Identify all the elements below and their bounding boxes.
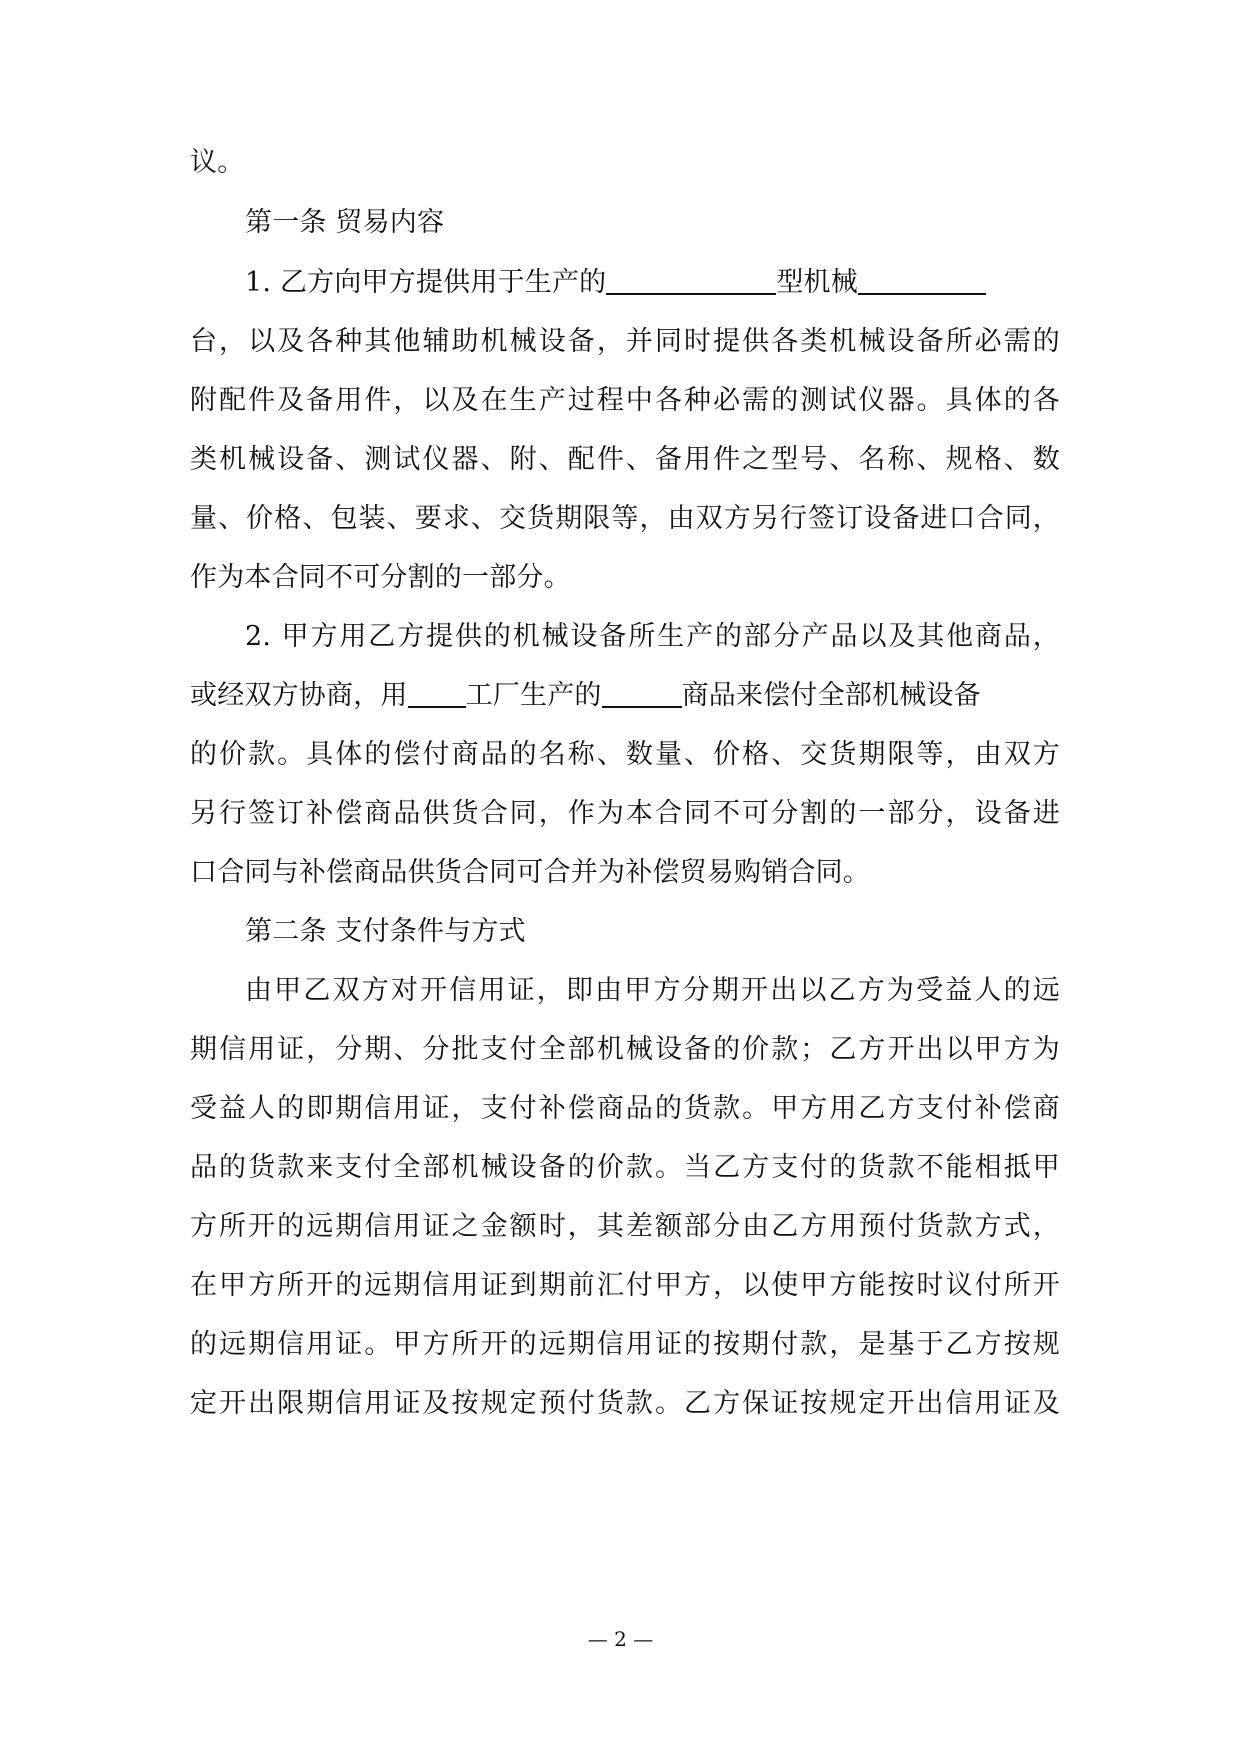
text-segment: 或经双方协商，用 xyxy=(190,680,408,711)
text-segment: 工厂生产的 xyxy=(465,680,602,711)
text-segment: 1. 乙方向甲方提供用于生产的 xyxy=(245,267,607,298)
section-heading-2: 第二条 支付条件与方式 xyxy=(245,916,526,947)
text-line: 的远期信用证。甲方所开的远期信用证的按期付款，是基于乙方按规 xyxy=(190,1329,1060,1360)
clause-1-first-line xyxy=(245,263,1060,303)
fill-in-blank[interactable] xyxy=(606,263,776,295)
text-line: 另行签订补偿商品供货合同，作为本合同不可分割的一部分，设备进 xyxy=(190,798,1060,829)
fill-in-blank[interactable] xyxy=(602,676,682,708)
text-segment: 商品来偿付全部机械设备 xyxy=(681,680,981,711)
text-line: 议。 xyxy=(190,147,245,178)
fill-in-blank[interactable] xyxy=(408,676,466,708)
text-line: 品的货款来支付全部机械设备的价款。当乙方支付的货款不能相抵甲 xyxy=(190,1152,1060,1183)
fill-in-blank[interactable] xyxy=(858,263,986,295)
text-line: 台，以及各种其他辅助机械设备，并同时提供各类机械设备所必需的 xyxy=(190,326,1060,357)
section-heading-1: 第一条 贸易内容 xyxy=(245,207,445,238)
text-line: 附配件及备用件，以及在生产过程中各种必需的测试仪器。具体的各 xyxy=(190,385,1060,416)
text-line: 口合同与补偿商品供货合同可合并为补偿贸易购销合同。 xyxy=(190,857,870,888)
clause-2-first-line: 2. 甲方用乙方提供的机械设备所生产的部分产品以及其他商品， xyxy=(245,621,1060,652)
text-line: 期信用证，分期、分批支付全部机械设备的价款；乙方开出以甲方为 xyxy=(190,1034,1060,1065)
text-line: 由甲乙双方对开信用证，即由甲方分期开出以乙方为受益人的远 xyxy=(245,975,1060,1006)
text-line: 作为本合同不可分割的一部分。 xyxy=(190,562,571,593)
text-line: 方所开的远期信用证之金额时，其差额部分由乙方用预付货款方式， xyxy=(190,1211,1060,1242)
text-line: 类机械设备、测试仪器、附、配件、备用件之型号、名称、规格、数 xyxy=(190,444,1060,475)
text-line: 受益人的即期信用证，支付补偿商品的货款。甲方用乙方支付补偿商 xyxy=(190,1093,1060,1124)
text-line: 定开出限期信用证及按规定预付货款。乙方保证按规定开出信用证及 xyxy=(190,1388,1060,1419)
page-number: — 2 — xyxy=(587,1627,654,1651)
text-line-with-blanks xyxy=(190,676,1060,716)
text-line: 在甲方所开的远期信用证到期前汇付甲方，以使甲方能按时议付所开 xyxy=(190,1270,1060,1301)
text-line: 的价款。具体的偿付商品的名称、数量、价格、交货期限等，由双方 xyxy=(190,739,1060,770)
text-segment: 型机械 xyxy=(776,267,858,298)
text-line: 量、价格、包装、要求、交货期限等，由双方另行签订设备进口合同， xyxy=(190,503,1060,534)
